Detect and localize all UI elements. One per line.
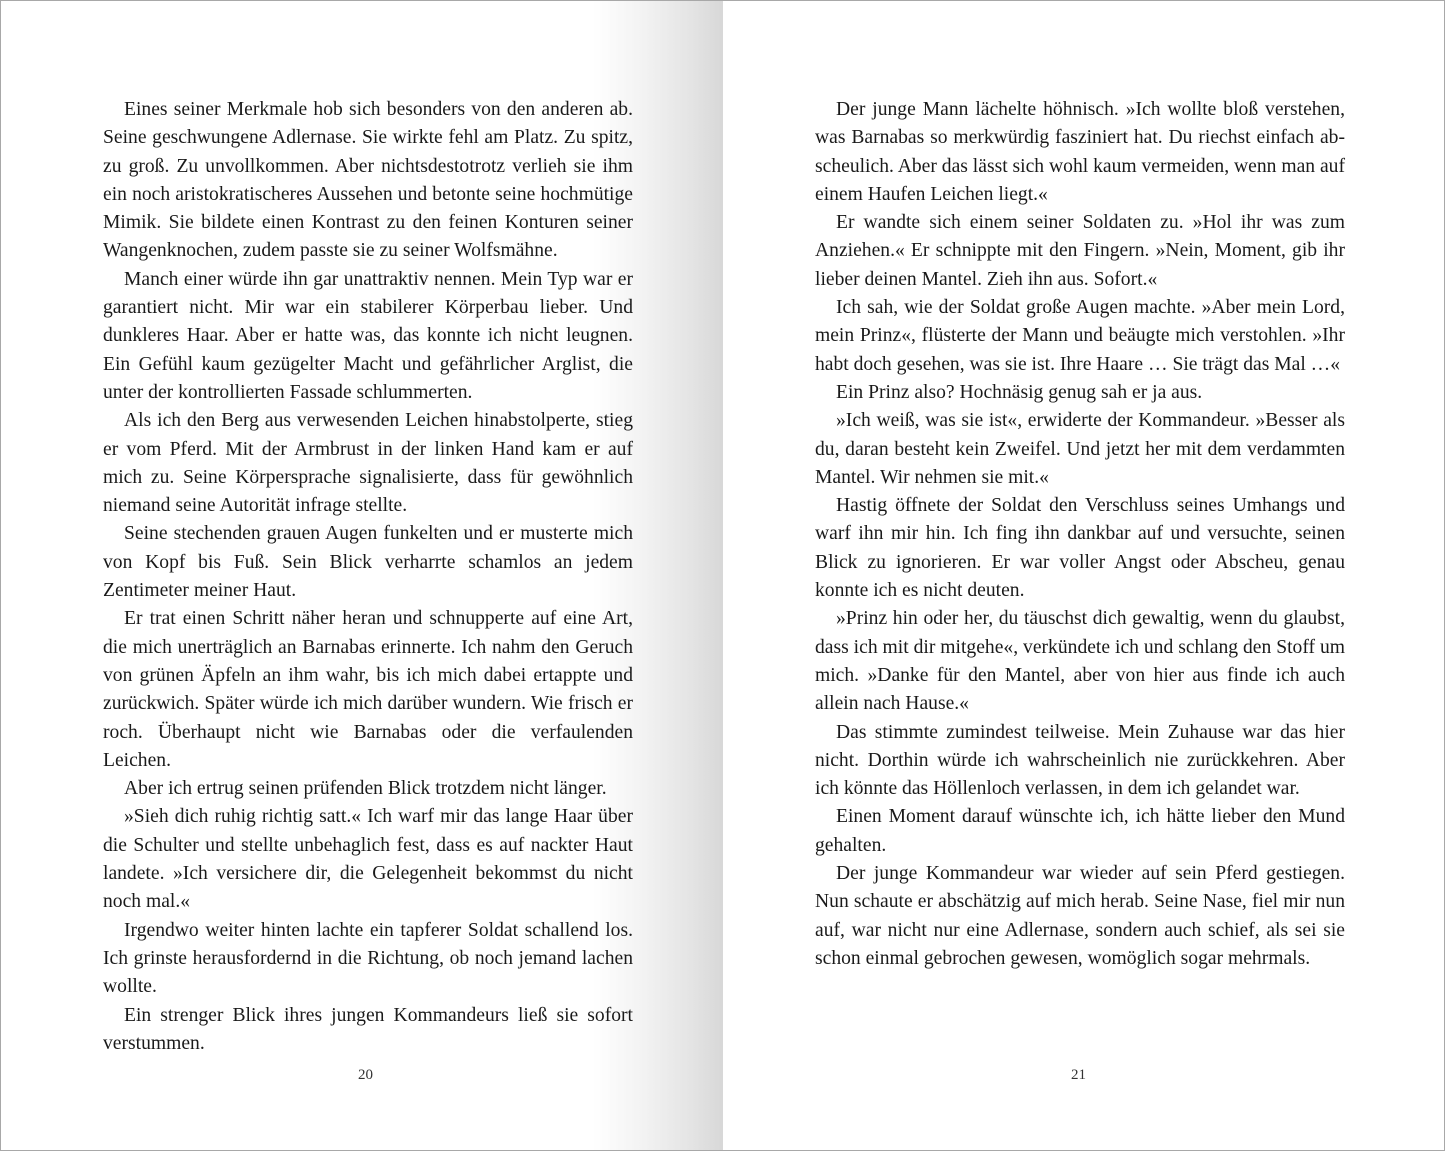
paragraph: Das stimmte zumindest teilweise. Mein Zuhause war das hier nicht. Dorthin würde ich wahrscheinlich nie zurückkehren. Aber ich könnte das Höllenloch verlassen, in dem ich gelandet war. bbox=[815, 721, 1345, 800]
paragraph: »Ich weiß, was sie ist«, erwiderte der Kommandeur. »Besser als du, daran besteht kein Zweifel. Und jetzt her mit dem verdammten Mantel. Wir nehmen sie mit.« bbox=[815, 410, 1345, 488]
paragraph: Manch einer würde ihn gar unattraktiv nennen. Mein Typ war er garantiert nicht. Mir war ein stabilerer Körperbau lieber. Und dunkleres Haar. Aber er hatte was, das konnte ich nicht leugnen. Ein Gefühl kaum gezügelter Macht und gefährlicher Arglist, die unter der kontrollierten Fassade schlummerten. bbox=[103, 268, 633, 403]
paragraph: Eines seiner Merkmale hob sich besonders von den anderen ab. Seine geschwungene Adlernase. Sie wirkte fehl am Platz. Zu spitz, zu groß. Zu unvollkommen. Aber nichtsdestotrotz verlieh sie ihm ein noch aristokratischeres Aussehen und betonte seine hochmütige Mimik. Sie bildete einen Kontrast zu den feinen Konturen seiner Wangenknochen, zudem passte sie zu seiner Wolfsmähne. bbox=[103, 99, 633, 262]
paragraph: Einen Moment darauf wünschte ich, ich hätte lieber den Mund gehalten. bbox=[815, 806, 1345, 856]
paragraph: Irgendwo weiter hinten lachte ein tapferer Soldat schallend los. Ich grinste herausfordernd in die Richtung, ob noch jemand lachen wollte. bbox=[103, 919, 633, 998]
paragraph: Seine stechenden grauen Augen funkelten und er musterte mich von Kopf bis Fuß. Sein Blick verharrte schamlos an jedem Zentimeter meiner Haut. bbox=[103, 523, 633, 602]
paragraph: Er wandte sich einem seiner Soldaten zu. »Hol ihr was zum Anziehen.« Er schnippte mit den Fingern. »Nein, Moment, gib ihr lieber deinen Mantel. Zieh ihn aus. Sofort.« bbox=[815, 212, 1345, 290]
left-page bbox=[1, 1, 723, 1150]
right-page bbox=[723, 1, 1444, 1150]
paragraph: Als ich den Berg aus verwesenden Leichen hinabstolperte, stieg er vom Pferd. Mit der Armbrust in der linken Hand kam er auf mich zu. Seine Körpersprache signalisierte, dass für gewöhnlich niemand seine Autorität infrage stellte. bbox=[103, 410, 633, 517]
paragraph: »Prinz hin oder her, du täuschst dich gewaltig, wenn du glaubst, dass ich mit dir mitgehe«, verkündete ich und schlang den Stoff um mich. »Danke für den Mantel, aber von hier aus finde ich auch allein nach Hause.« bbox=[815, 608, 1345, 715]
paragraph: Aber ich ertrug seinen prüfenden Blick trotzdem nicht länger. bbox=[124, 778, 607, 800]
page-number-right: 21 bbox=[1071, 1067, 1086, 1083]
paragraph: Der junge Kommandeur war wieder auf sein Pferd gestiegen. Nun schaute er abschätzig auf mich herab. Seine Nase, fiel mir nun auf, war nicht nur eine Adlernase, sondern auch schief, als sei sie schon einmal gebrochen gewesen, womöglich sogar mehrmals. bbox=[815, 863, 1345, 969]
paragraph: Hastig öffnete der Soldat den Verschluss seines Umhangs und warf ihn mir hin. Ich fing ihn dankbar auf und versuchte, seinen Blick zu ignorieren. Er war voller Angst oder Abscheu, genau konnte ich es nicht deuten. bbox=[815, 495, 1345, 602]
paragraph: Ein Prinz also? Hochnäsig genug sah er ja aus. bbox=[836, 381, 1203, 403]
left-page-text bbox=[103, 96, 633, 1058]
paragraph: Ein strenger Blick ihres jungen Kommandeurs ließ sie sofort verstummen. bbox=[103, 1004, 633, 1054]
paragraph: »Sieh dich ruhig richtig satt.« Ich warf mir das lange Haar über die Schulter und stellte unbehaglich fest, dass es auf nackter Haut landete. »Ich versichere dir, die Gelegenheit bekommst du nicht noch mal.« bbox=[103, 806, 633, 913]
paragraph: Der junge Mann lächelte höhnisch. »Ich wollte bloß verstehen, was Barnabas so merkwürdig fasziniert hat. Du riechst einfach abscheulich. Aber das lässt sich wohl kaum vermeiden, wenn man auf einem Haufen Leichen liegt.« bbox=[815, 99, 1345, 205]
right-page-text bbox=[815, 96, 1345, 973]
paragraph: Ich sah, wie der Soldat große Augen machte. »Aber mein Lord, mein Prinz«, flüsterte der Mann und beäugte mich verstohlen. »Ihr habt doch gesehen, was sie ist. Ihre Haare … Sie trägt das Mal …« bbox=[815, 297, 1345, 375]
page-number-left: 20 bbox=[358, 1067, 373, 1083]
paragraph: Er trat einen Schritt näher heran und schnupperte auf eine Art, die mich unerträglich an Barnabas erinnerte. Ich nahm den Geruch von grünen Äpfeln an ihm wahr, bis ich mich dabei ertappte und zurückwich. Später würde ich mich darüber wundern. Wie frisch er roch. Überhaupt nicht wie Barnabas oder die verfaulenden Leichen. bbox=[103, 608, 633, 771]
